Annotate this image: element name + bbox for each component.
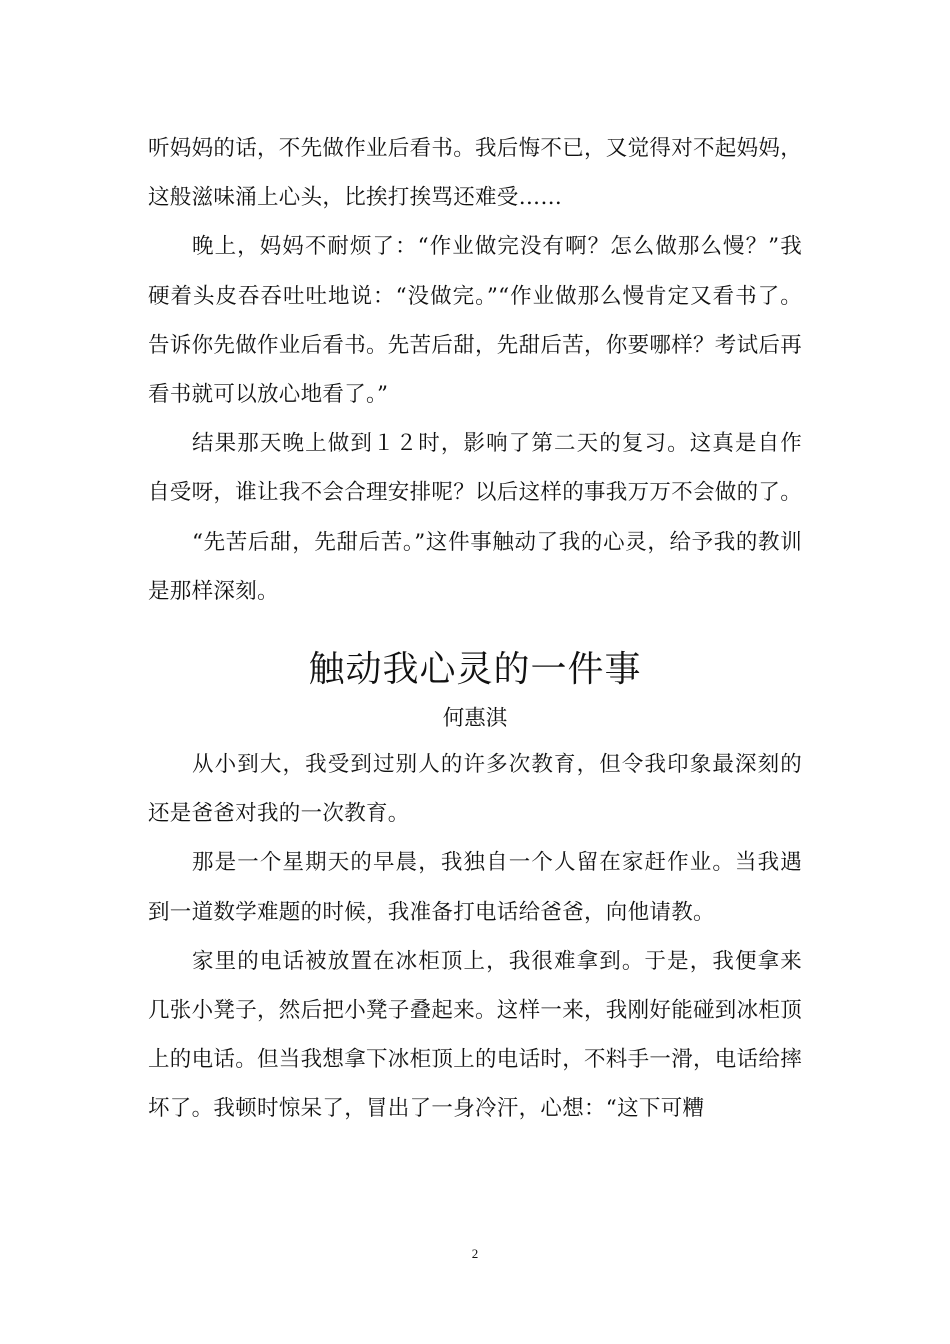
essay-title: 触动我心灵的一件事 — [308, 649, 642, 691]
paragraph: 那是一个星期天的早晨，我独自一个人留在家赶作业。当我遇到一道数学难题的时候，我准备打电话给爸爸，向他请教。 — [148, 850, 802, 925]
paragraph: 结果那天晚上做到１２时，影响了第二天的复习。这真是自作自受呀，谁让我不会合理安排呢？以后这样的事我万万不会做的了。 — [148, 431, 803, 506]
paragraph: 从小到大，我受到过别人的许多次教育，但令我印象最深刻的还是爸爸对我的一次教育。 — [148, 752, 802, 827]
page-number: 2 — [471, 1246, 479, 1261]
paragraph: 晚上，妈妈不耐烦了：“作业做完没有啊？怎么做那么慢？”我硬着头皮吞吞吐吐地说：“没做完。”“作业做那么慢肯定又看书了。告诉你先做作业后看书。先苦后甜，先甜后苦，你要哪样？考试后再看书就可以放心地看了。” — [148, 234, 803, 408]
paragraph: 家里的电话被放置在冰柜顶上，我很难拿到。于是，我便拿来几张小凳子，然后把小凳子叠起来。这样一来，我刚好能碰到冰柜顶上的电话。但当我想拿下冰柜顶上的电话时，不料手一滑，电话给摔坏了。我顿时惊呆了，冒出了一身冷汗，心想：“这下可糟 — [148, 948, 803, 1122]
essay-author: 何惠淇 — [442, 706, 508, 732]
page-body — [148, 124, 802, 1134]
paragraph-continued: 听妈妈的话，不先做作业后看书。我后悔不已，又觉得对不起妈妈，这般滋味涌上心头，比挨打挨骂还难受…… — [148, 136, 803, 211]
paragraph: “先苦后甜，先甜后苦。”这件事触动了我的心灵，给予我的教训是那样深刻。 — [148, 529, 802, 604]
